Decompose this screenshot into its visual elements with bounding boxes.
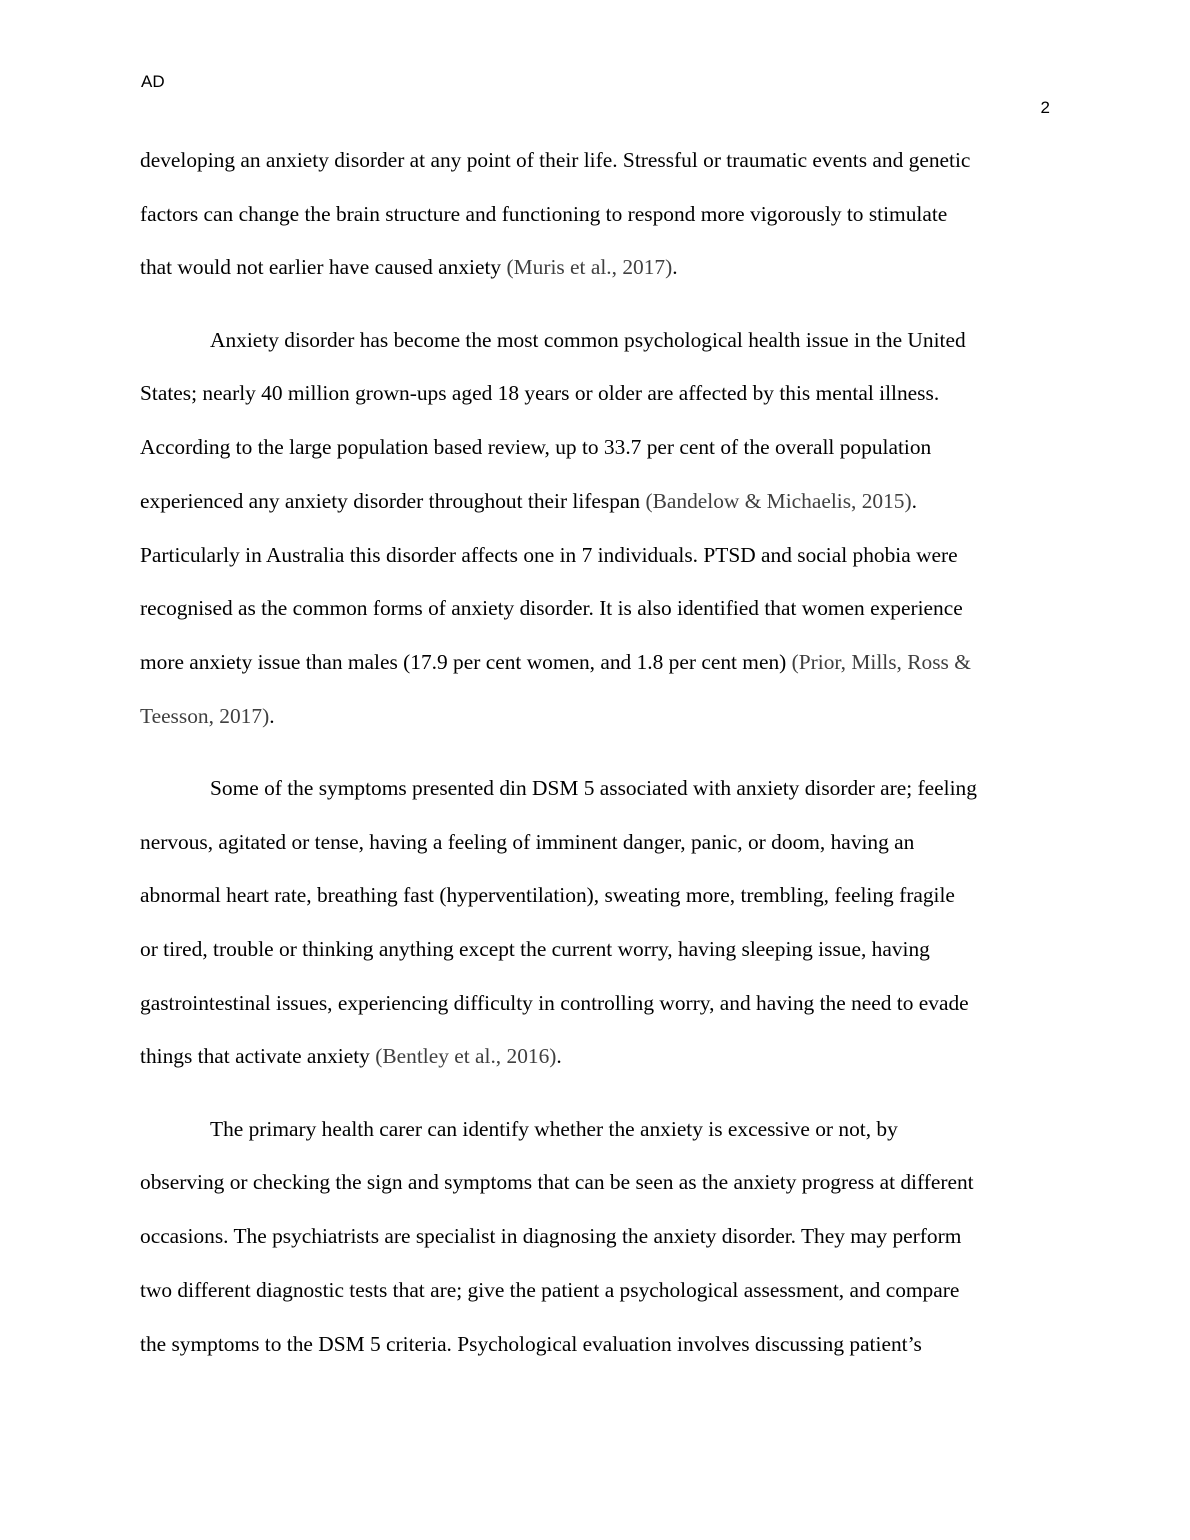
- line-punctuation: .: [911, 488, 917, 513]
- line-text: gastrointestinal issues, experiencing difficulty in controlling worry, and having the need to evade: [140, 990, 969, 1015]
- line-text: occasions. The psychiatrists are specialist in diagnosing the anxiety disorder. They may perform: [140, 1224, 962, 1249]
- page-number: 2: [1040, 98, 1050, 117]
- paragraph: [140, 762, 1052, 1084]
- text-line: [140, 923, 1052, 977]
- text-line: [140, 367, 1052, 421]
- text-line: [140, 636, 1052, 690]
- text-line: [140, 582, 1052, 636]
- paragraph: [140, 134, 1052, 295]
- text-line: [140, 869, 1052, 923]
- line-text: more anxiety issue than males (17.9 per cent women, and 1.8 per cent men): [140, 649, 792, 674]
- citation: (Bandelow & Michaelis, 2015): [645, 488, 912, 513]
- line-text: nervous, agitated or tense, having a feeling of imminent danger, panic, or doom, having an: [140, 829, 915, 854]
- line-punctuation: .: [672, 255, 678, 280]
- text-line: [140, 421, 1052, 475]
- citation: (Bentley et al., 2016): [375, 1044, 557, 1069]
- text-line: [140, 529, 1052, 583]
- text-line: [140, 475, 1052, 529]
- text-line: [140, 762, 1052, 816]
- citation: (Prior, Mills, Ross &: [791, 649, 971, 674]
- document-body: [140, 134, 1052, 1390]
- text-line: [140, 690, 1052, 744]
- paragraph: [140, 1103, 1052, 1371]
- text-line: [140, 188, 1052, 242]
- line-text: Some of the symptoms presented din DSM 5 associated with anxiety disorder are; feeling: [210, 775, 977, 800]
- text-line: [140, 1210, 1052, 1264]
- line-text: that would not earlier have caused anxiety: [140, 255, 507, 280]
- line-punctuation: .: [556, 1044, 562, 1069]
- line-text: Anxiety disorder has become the most common psychological health issue in the United: [210, 327, 966, 352]
- text-line: [140, 314, 1052, 368]
- line-text: or tired, trouble or thinking anything except the current worry, having sleeping issue, having: [140, 937, 930, 961]
- line-text: the symptoms to the DSM 5 criteria. Psychological evaluation involves discussing patient’s: [140, 1331, 922, 1356]
- line-text: developing an anxiety disorder at any point of their life. Stressful or traumatic events and genetic: [140, 148, 971, 172]
- line-text: The primary health carer can identify whether the anxiety is excessive or not, by: [210, 1116, 898, 1141]
- citation: (Muris et al., 2017): [506, 255, 673, 280]
- text-line: [140, 1156, 1052, 1210]
- line-text: abnormal heart rate, breathing fast (hyperventilation), sweating more, trembling, feeling fragile: [140, 883, 955, 908]
- text-line: [140, 977, 1052, 1031]
- text-line: [140, 1264, 1052, 1318]
- line-text: two different diagnostic tests that are; give the patient a psychological assessment, and compare: [140, 1277, 960, 1302]
- citation: Teesson, 2017): [140, 703, 270, 728]
- line-text: recognised as the common forms of anxiety disorder. It is also identified that women experience: [140, 596, 963, 621]
- line-punctuation: .: [269, 703, 275, 728]
- text-line: [140, 816, 1052, 870]
- text-line: [140, 1103, 1052, 1157]
- text-line: [140, 134, 1052, 188]
- line-text: experienced any anxiety disorder throughout their lifespan: [140, 488, 646, 513]
- paragraph: [140, 314, 1052, 744]
- text-line: [140, 1318, 1052, 1372]
- line-text: things that activate anxiety: [140, 1044, 376, 1069]
- line-text: observing or checking the sign and symptoms that can be seen as the anxiety progress at different: [140, 1170, 974, 1195]
- line-text: According to the large population based review, up to 33.7 per cent of the overall population: [140, 435, 932, 460]
- line-text: Particularly in Australia this disorder affects one in 7 individuals. PTSD and social phobia were: [140, 542, 958, 567]
- text-line: [140, 241, 1052, 295]
- line-text: factors can change the brain structure and functioning to respond more vigorously to stimulate: [140, 201, 948, 226]
- line-text: States; nearly 40 million grown-ups aged 18 years or older are affected by this mental illness.: [140, 381, 940, 406]
- text-line: [140, 1030, 1052, 1084]
- running-head: AD: [141, 72, 165, 91]
